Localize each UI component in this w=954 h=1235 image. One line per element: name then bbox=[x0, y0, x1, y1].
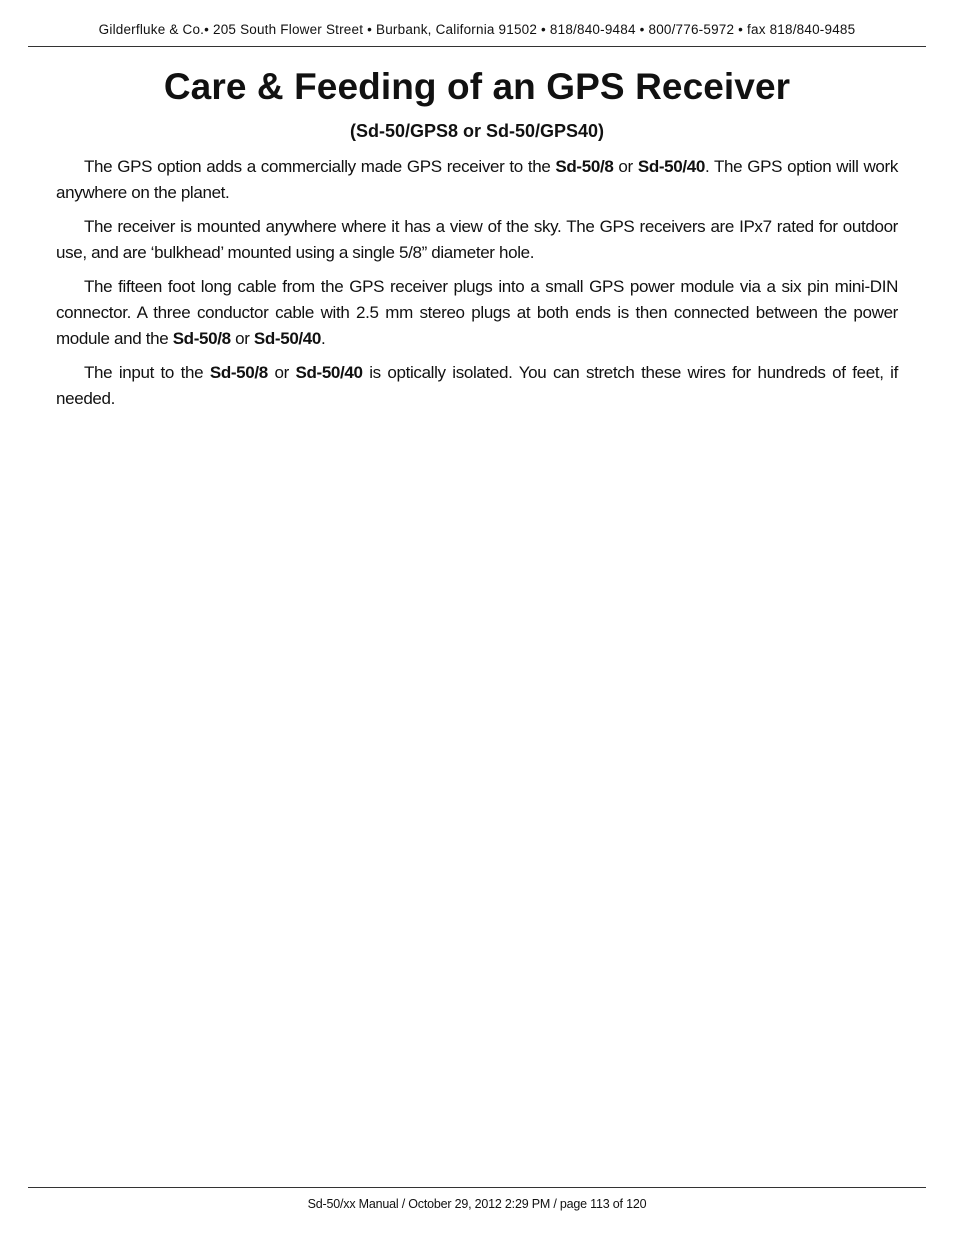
paragraph-cable-connection bbox=[56, 274, 898, 352]
model-name: Sd-50/40 bbox=[295, 363, 363, 382]
paragraph-text: is optically isolated. You can stretch these wires for hundreds of feet, if needed. bbox=[56, 363, 898, 408]
company-address-line: Gilderfluke & Co.• 205 South Flower Street • Burbank, California 91502 • 818/840-9484 • 800/776-5972 • fax 818/840-9485 bbox=[98, 22, 856, 37]
paragraph-text: . The GPS option will work anywhere on the planet. bbox=[56, 157, 898, 202]
paragraph-text: The input to the bbox=[84, 363, 210, 382]
paragraph-text: The GPS option adds a commercially made GPS receiver to the bbox=[84, 157, 556, 176]
page-footer bbox=[28, 1187, 926, 1211]
page-header bbox=[28, 20, 926, 47]
page-title: Care & Feeding of an GPS Receiver bbox=[163, 66, 791, 107]
model-name: Sd-50/8 bbox=[555, 157, 614, 176]
paragraph-text: or bbox=[230, 329, 254, 348]
paragraph-text: The fifteen foot long cable from the GPS receiver plugs into a small GPS power module via a six pin mini-DIN connector. A three conductor cable with 2.5 mm stereo plugs at both ends is then connected between the power module and the bbox=[56, 277, 898, 348]
paragraph-receiver-mounting: The receiver is mounted anywhere where it has a view of the sky. The GPS receivers are IPx7 rated for outdoor use, and are ‘bulkhead’ mounted using a single 5/8” diameter hole. bbox=[56, 217, 898, 262]
paragraph-text: . bbox=[321, 329, 326, 348]
model-name: Sd-50/8 bbox=[172, 329, 231, 348]
paragraph-gps-option bbox=[56, 154, 898, 206]
model-name: Sd-50/40 bbox=[637, 157, 705, 176]
model-name: Sd-50/40 bbox=[253, 329, 322, 348]
model-name: Sd-50/8 bbox=[209, 363, 268, 382]
footer-page-info: Sd-50/xx Manual / October 29, 2012 2:29 PM / page 113 of 120 bbox=[307, 1197, 647, 1211]
page-subtitle: (Sd-50/GPS8 or Sd-50/GPS40) bbox=[349, 121, 605, 141]
paragraph-text: or bbox=[267, 363, 296, 382]
body-text bbox=[56, 154, 898, 420]
paragraph-text: or bbox=[613, 157, 638, 176]
paragraph-optical-isolation bbox=[56, 360, 898, 412]
